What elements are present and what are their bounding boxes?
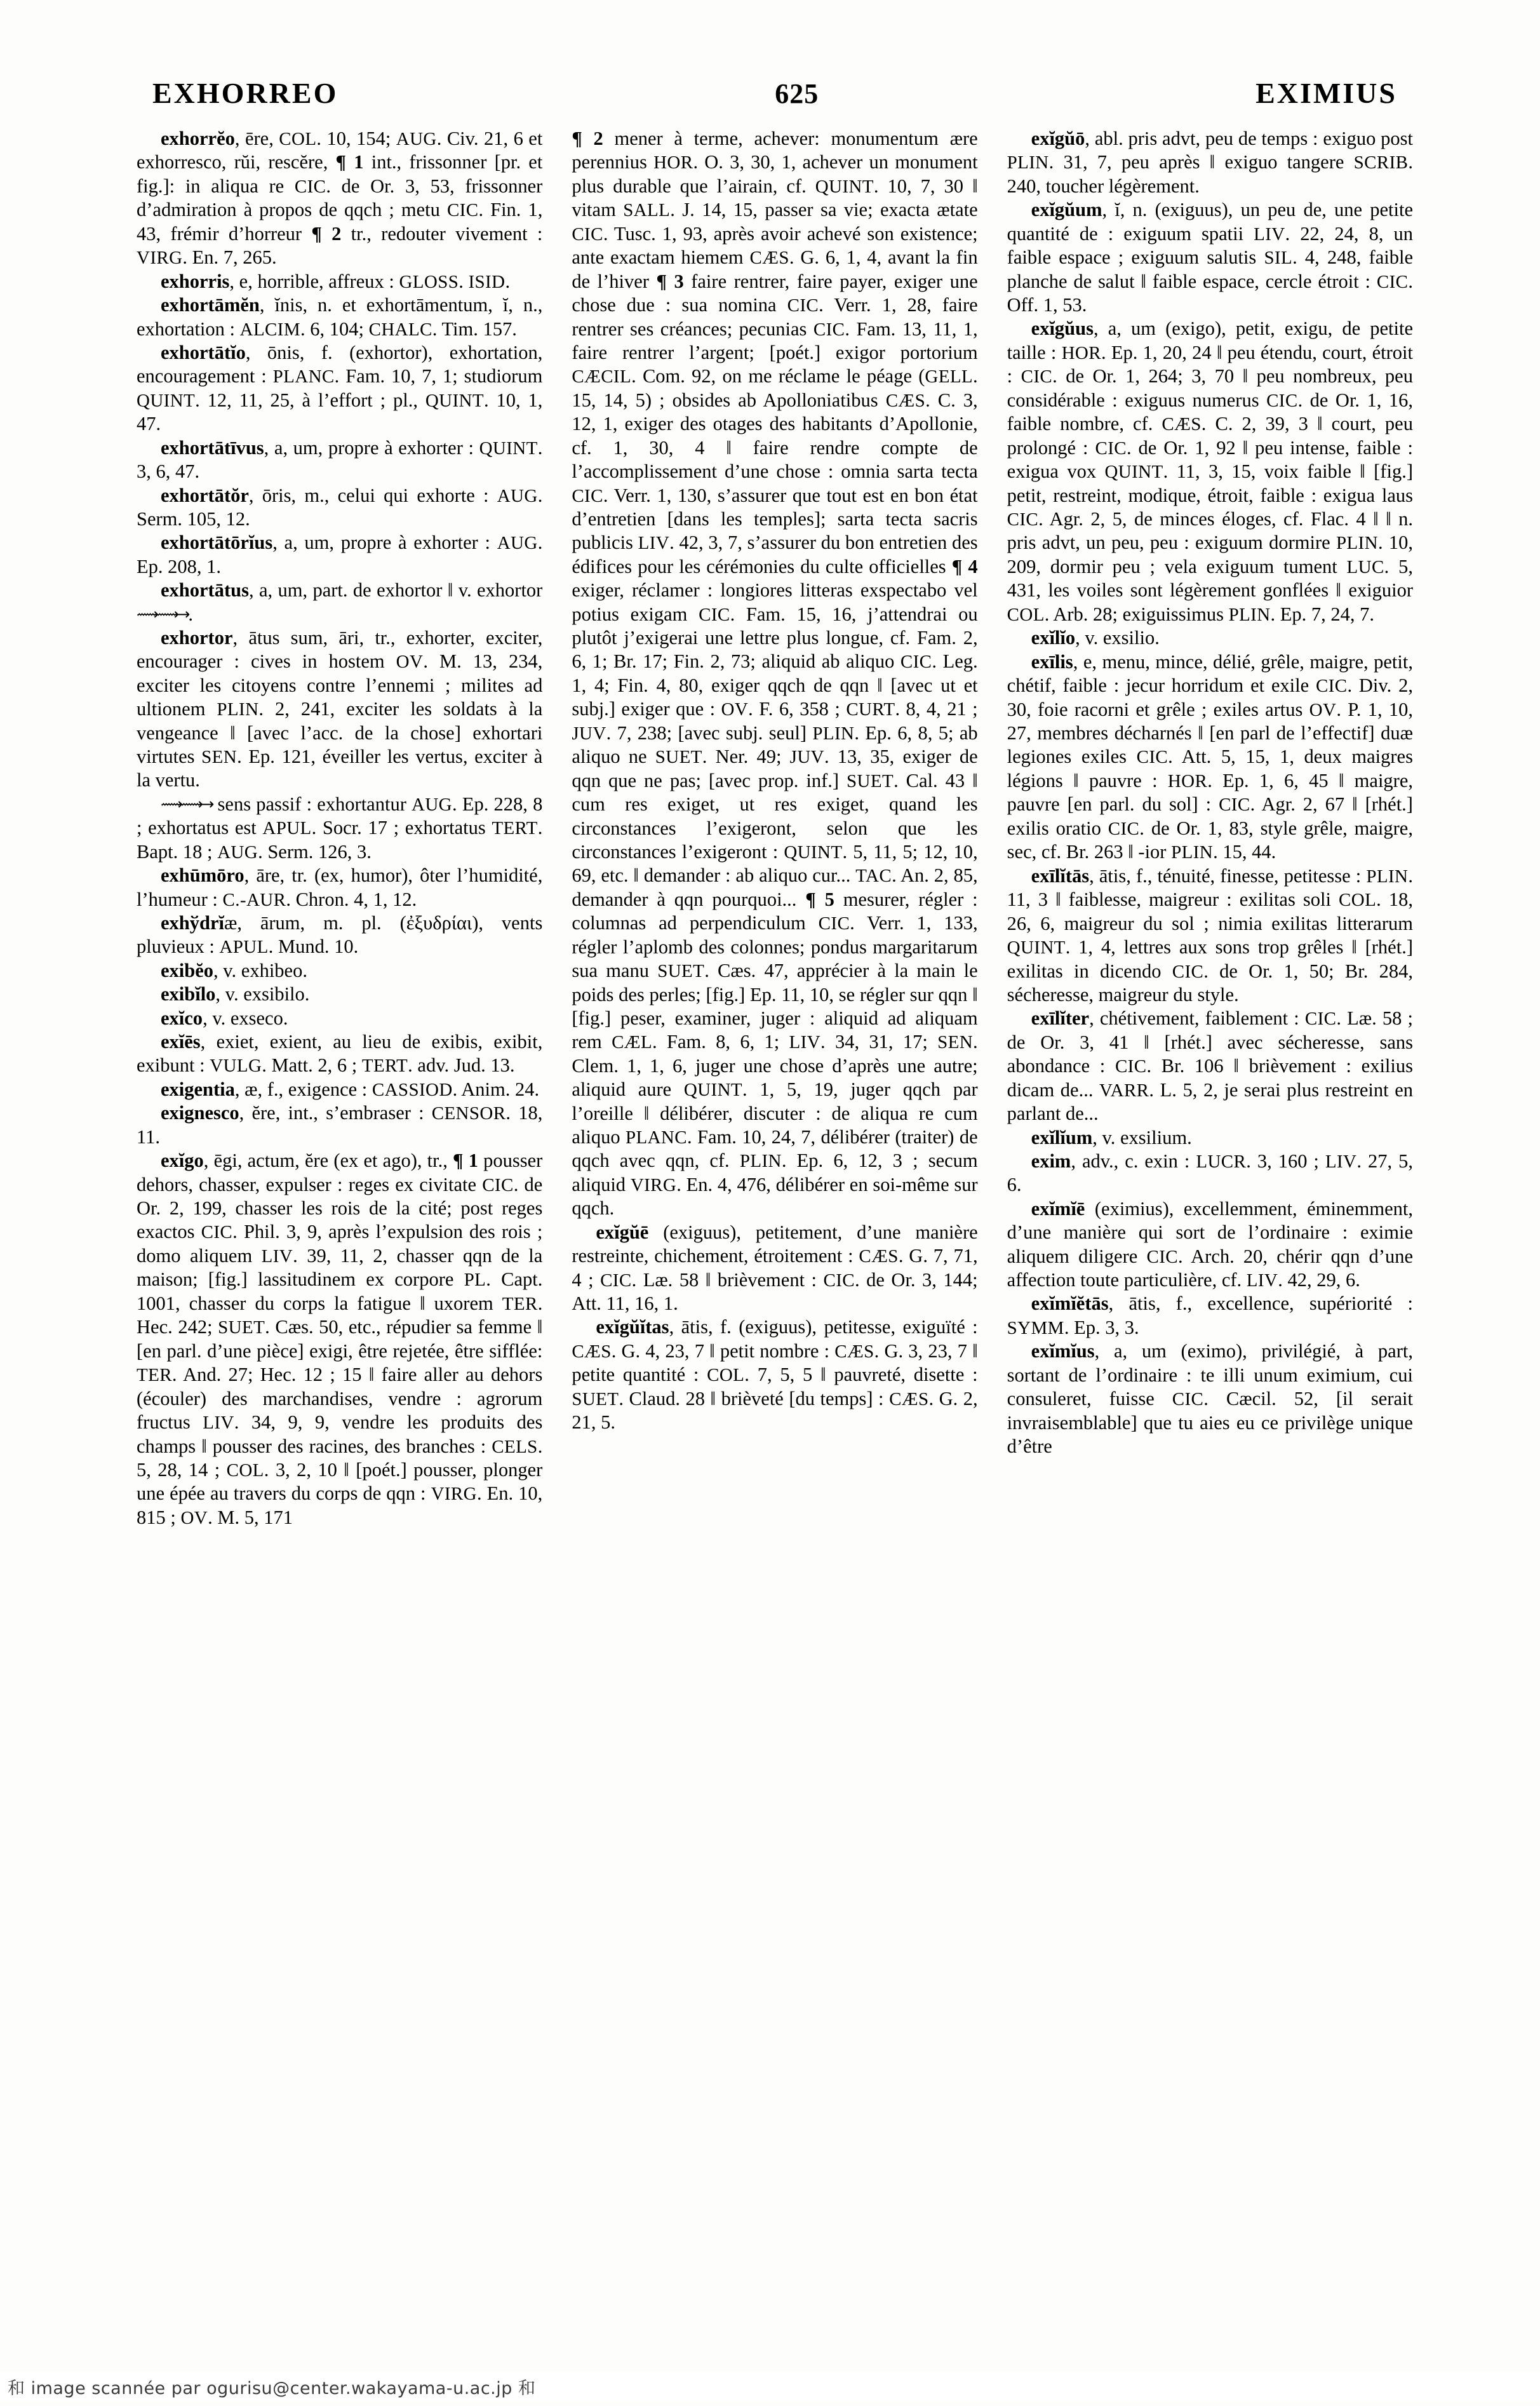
entry: exĭlĭum, v. exsilium. (1031, 1126, 1192, 1148)
page-number: 625 (775, 78, 819, 109)
entry: exĭēs, exiet, exient, au lieu de exibis, exibit, exibunt : VULG. Matt. 2, 6 ; TERT. adv. Jud. 13. (137, 1031, 543, 1077)
entry: exhūmōro, āre, tr. (ex, humor), ôter l’humidité, l’humeur : C.-AUR. Chron. 4, 1, 12. (137, 864, 543, 910)
column-2 (572, 127, 977, 2306)
header-left-headword: EXHORREO (152, 77, 338, 109)
entry: exĭgŭō, abl. pris advt, peu de temps : exiguo post PLIN. 31, 7, peu après ‖ exiguo tangere SCRIB. 240, toucher légèrement. (1007, 128, 1413, 197)
entry: exĭmĭus, a, um (eximo), privilégié, à part, sortant de l’ordinaire : te illi unum eximium, cui consuleret, fuisse CIC. Cæcil. 52, [il serait invraisemblable] que tu aies eu ce privilège unique d’être (1007, 1340, 1413, 1457)
entry-note: ⟿⟿→ sens passif : exhortantur AUG. Ep. 228, 8 ; exhortatus est APUL. Socr. 17 ; exhortatus TERT. Bapt. 18 ; AUG. Serm. 126, 3. (137, 793, 543, 863)
entry: exignesco, ĕre, int., s’embraser : CENSOR. 18, 11. (137, 1102, 543, 1148)
entry: exĭgŭĭtas, ātis, f. (exiguus), petitesse, exiguïté : CÆS. G. 4, 23, 7 ‖ petit nombre : CÆS. G. 3, 23, 7 ‖ petite quantité : COL. 7, 5, 5 ‖ pauvreté, disette : SUET. Claud. 28 ‖ brièveté [du temps] : CÆS. G. 2, 21, 5. (572, 1316, 978, 1434)
entry: exĭgŭus, a, um (exigo), petit, exigu, de petite taille : HOR. Ep. 1, 20, 24 ‖ peu étendu, court, étroit : CIC. de Or. 1, 264; 3, 70 ‖ peu nombreux, peu considérable : exiguus numerus CIC. de Or. 1, 16, faible nombre, cf. CÆS. C. 2, 39, 3 ‖ court, peu prolongé : CIC. de Or. 1, 92 ‖ peu intense, faible : exigua vox QUINT. 11, 3, 15, voix faible ‖ [fig.] petit, restreint, modique, étroit, faible : exigua laus CIC. Agr. 2, 5, de minces éloges, cf. Flac. 4 ‖ ‖ n. pris advt, un peu, peu : exiguum dormire PLIN. 10, 209, dormir peu ; vela exiguum tument LUC. 5, 431, les voiles sont légèrement gonflées ‖ exiguior COL. Arb. 28; exiguissimus PLIN. Ep. 7, 24, 7. (1007, 318, 1413, 625)
entry: exhorris, e, horrible, affreux : GLOSS. ISID. (161, 270, 511, 292)
entry: exhortāmĕn, ĭnis, n. et exhortāmentum, ĭ, n., exhortation : ALCIM. 6, 104; CHALC. Tim. 157. (137, 294, 543, 340)
entry: exigentia, æ, f., exigence : CASSIOD. Anim. 24. (161, 1078, 540, 1100)
entry: exĭmĭē (eximius), excellemment, éminemment, d’une manière qui sort de l’ordinaire : eximie aliquem diligere CIC. Arch. 20, chérir qqn d’une affection toute particulière, cf. LIV. 42, 29, 6. (1007, 1197, 1413, 1291)
entry: exhortātōrĭus, a, um, propre à exhorter : AUG. Ep. 208, 1. (137, 532, 543, 577)
entry: exĭlĭo, v. exsilio. (1031, 627, 1160, 649)
entry: exĭmĭĕtās, ātis, f., excellence, supériorité : SYMM. Ep. 3, 3. (1007, 1293, 1413, 1338)
entry: exim, adv., c. exin : LUCR. 3, 160 ; LIV. 27, 5, 6. (1007, 1150, 1413, 1196)
entry: exhortātīvus, a, um, propre à exhorter : QUINT. 3, 6, 47. (137, 436, 543, 483)
entry-continuation: ¶ 2 mener à terme, achever: monumentum ære perennius HOR. O. 3, 30, 1, achever un monument plus durable que l’airain, cf. QUINT. 10, 7, 30 ‖ vitam SALL. J. 14, 15, passer sa vie; exacta ætate CIC. Tusc. 1, 93, après avoir achevé son existence; ante exactam hiemem CÆS. G. 6, 1, 4, avant la fin de l’hiver ¶ 3 faire rentrer, faire payer, exiger une chose due : sua nomina CIC. Verr. 1, 28, faire rentrer ses créances; pecunias CIC. Fam. 13, 11, 1, faire rentrer l’argent; [poét.] exigor portorium CÆCIL. Com. 92, on me réclame le péage (GELL. 15, 14, 5) ; obsides ab Apolloniatibus CÆS. C. 3, 12, 1, exiger des otages des habitants d’Apollonie, cf. 1, 30, 4 ‖ faire rendre compte de l’accomplissement d’une chose : omnia sarta tecta CIC. Verr. 1, 130, s’assurer que tout est en bon état d’entretien [dans les temples]; sarta tecta sacris publicis LIV. 42, 3, 7, s’assurer du bon entretien des édifices pour les cérémonies du culte officielles ¶ 4 exiger, réclamer : longiores litteras exspectabo vel potius exigam CIC. Fam. 15, 16, j’attendrai ou plutôt j’exigerai une lettre plus longue, cf. Fam. 2, 6, 1; Br. 17; Fin. 2, 73; aliquid ab aliquo CIC. Leg. 1, 4; Fin. 4, 80, exiger qqch de qqn ‖ [avec ut et subj.] exiger que : OV. F. 6, 358 ; CURT. 8, 4, 21 ; JUV. 7, 238; [avec subj. seul] PLIN. Ep. 6, 8, 5; ab aliquo ne SUET. Ner. 49; JUV. 13, 35, exiger de qqn que ne pas; [avec prop. inf.] SUET. Cal. 43 ‖ cum res exiget, ut res exiget, quand les circonstances l’exigeront, selon que les circonstances l’exigeront : QUINT. 5, 11, 5; 12, 10, 69, etc. ‖ demander : ab aliquo cur... TAC. An. 2, 85, demander à qqn pourquoi... ¶ 5 mesurer, régler : columnas ad perpendiculum CIC. Verr. 1, 133, régler l’aplomb des colonnes; pondus margaritarum sua manu SUET. Cæs. 47, apprécier à la main le poids des perles; [fig.] Ep. 11, 10, se régler sur qqn ‖ [fig.] peser, examiner, juger : aliquid ad aliquam rem CÆL. Fam. 8, 6, 1; LIV. 34, 31, 17; SEN. Clem. 1, 1, 6, juger une chose d’après une autre; aliquid aure QUINT. 1, 5, 19, juger qqch par l’oreille ‖ délibérer, discuter : de aliqua re cum aliquo PLANC. Fam. 10, 24, 7, délibérer (traiter) de qqch avec qqn, cf. PLIN. Ep. 6, 12, 3 ; secum aliquid VIRG. En. 4, 476, délibérer en soi-même sur qqch. (572, 128, 978, 1220)
column-3 (1007, 127, 1413, 2306)
entry: exibĭlo, v. exsibilo. (161, 983, 310, 1005)
entry: exhorrĕo, ēre, COL. 10, 154; AUG. Civ. 21, 6 et exhorresco, rŭi, rescĕre, ¶ 1 int., frissonner [pr. et fig.]: in aliqua re CIC. de Or. 3, 53, frissonner d’admiration à propos de qqch ; metu CIC. Fin. 1, 43, frémir d’horreur ¶ 2 tr., redouter vivement : VIRG. En. 7, 265. (137, 128, 543, 269)
entry: exibĕo, v. exhibeo. (161, 959, 307, 981)
entry: exĭgo, ēgi, actum, ĕre (ex et ago), tr., ¶ 1 pousser dehors, chasser, expulser : reges ex civitate CIC. de Or. 2, 199, chasser les rois de la cité; post reges exactos CIC. Phil. 3, 9, après l’expulsion des rois ; domo aliquem LIV. 39, 11, 2, chasser qqn de la maison; [fig.] lassitudinem ex corpore PL. Capt. 1001, chasser du corps la fatigue ‖ uxorem TER. Hec. 242; SUET. Cæs. 50, etc., répudier sa femme ‖ [en parl. d’une pièce] exigi, être rejetée, être sifflée: TER. And. 27; Hec. 12 ; 15 ‖ faire aller au dehors (écouler) des marchandises, vendre : agrorum fructus LIV. 34, 9, 9, vendre les produits des champs ‖ pousser des racines, des branches : CELS. 5, 28, 14 ; COL. 3, 2, 10 ‖ [poét.] pousser, plonger une épée au travers du corps de qqn : VIRG. En. 10, 815 ; OV. M. 5, 171 (137, 1150, 543, 1528)
text-columns (137, 127, 1413, 2306)
entry: exhortātĭo, ōnis, f. (exhortor), exhortation, encouragement : PLANC. Fam. 10, 7, 1; studiorum QUINT. 12, 11, 25, à l’effort ; pl., QUINT. 10, 1, 47. (137, 341, 543, 435)
entry: exĭgŭē (exiguus), petitement, d’une manière restreinte, chichement, étroitement : CÆS. G. 7, 71, 4 ; CIC. Læ. 58 ‖ brièvement : CIC. de Or. 3, 144; Att. 11, 16, 1. (572, 1221, 978, 1315)
entry: exhortātŏr, ōris, m., celui qui exhorte : AUG. Serm. 105, 12. (137, 484, 543, 530)
entry: exĭgŭum, ĭ, n. (exiguus), un peu de, une petite quantité de : exiguum spatii LIV. 22, 24, 8, un faible espace ; exiguum salutis SIL. 4, 248, faible planche de salut ‖ faible espace, cercle étroit : CIC. Off. 1, 53. (1007, 199, 1413, 316)
column-1 (137, 127, 542, 2306)
entry: exhўdrĭæ, ārum, m. pl. (ἐξυδρίαι), vents pluvieux : APUL. Mund. 10. (137, 912, 543, 958)
scan-credit: 和 image scannée par ogurisu@center.wakayama-u.ac.jp 和 (0, 2372, 1540, 2401)
entry: exīlĭtās, ātis, f., ténuité, finesse, petitesse : PLIN. 11, 3 ‖ faiblesse, maigreur : exilitas soli COL. 18, 26, 6, maigreur du sol ; nimia exilitas litterarum QUINT. 1, 4, lettres aux sons trop grêles ‖ [rhét.] exilitas in dicendo CIC. de Or. 1, 50; Br. 284, sécheresse, maigreur du style. (1007, 864, 1413, 1006)
page-header (152, 76, 1397, 114)
entry: exhortātus, a, um, part. de exhortor ‖ v. exhortor ⟿⟿→. (137, 579, 543, 625)
entry: exīlĭter, chétivement, faiblement : CIC. Læ. 58 ; de Or. 3, 41 ‖ [rhét.] avec sécheresse, sans abondance : CIC. Br. 106 ‖ brièvement : exilius dicam de... VARR. L. 5, 2, je serai plus restreint en parlant de... (1007, 1007, 1413, 1125)
entry: exīlis, e, menu, mince, délié, grêle, maigre, petit, chétif, faible : jecur horridum et exile CIC. Div. 2, 30, foie racorni et grêle ; exiles artus OV. P. 1, 10, 27, membres décharnés ‖ [en parl de l’effectif] duæ legiones exiles CIC. Att. 5, 15, 1, deux maigres légions ‖ pauvre : HOR. Ep. 1, 6, 45 ‖ maigre, pauvre [en parl. du sol] : CIC. Agr. 2, 67 ‖ [rhét.] exilis oratio CIC. de Or. 1, 83, style grêle, maigre, sec, cf. Br. 263 ‖ -ior PLIN. 15, 44. (1007, 650, 1413, 863)
entry: exhortor, ātus sum, āri, tr., exhorter, exciter, encourager : cives in hostem OV. M. 13, 234, exciter les citoyens contre l’ennemi ; milites ad ultionem PLIN. 2, 241, exciter les soldats à la vengeance ‖ [avec l’acc. de la chose] exhortari virtutes SEN. Ep. 121, éveiller les vertus, exciter à la vertu. (137, 626, 543, 791)
entry: exĭco, v. exseco. (161, 1007, 288, 1029)
header-right-headword: EXIMIUS (1255, 77, 1397, 109)
